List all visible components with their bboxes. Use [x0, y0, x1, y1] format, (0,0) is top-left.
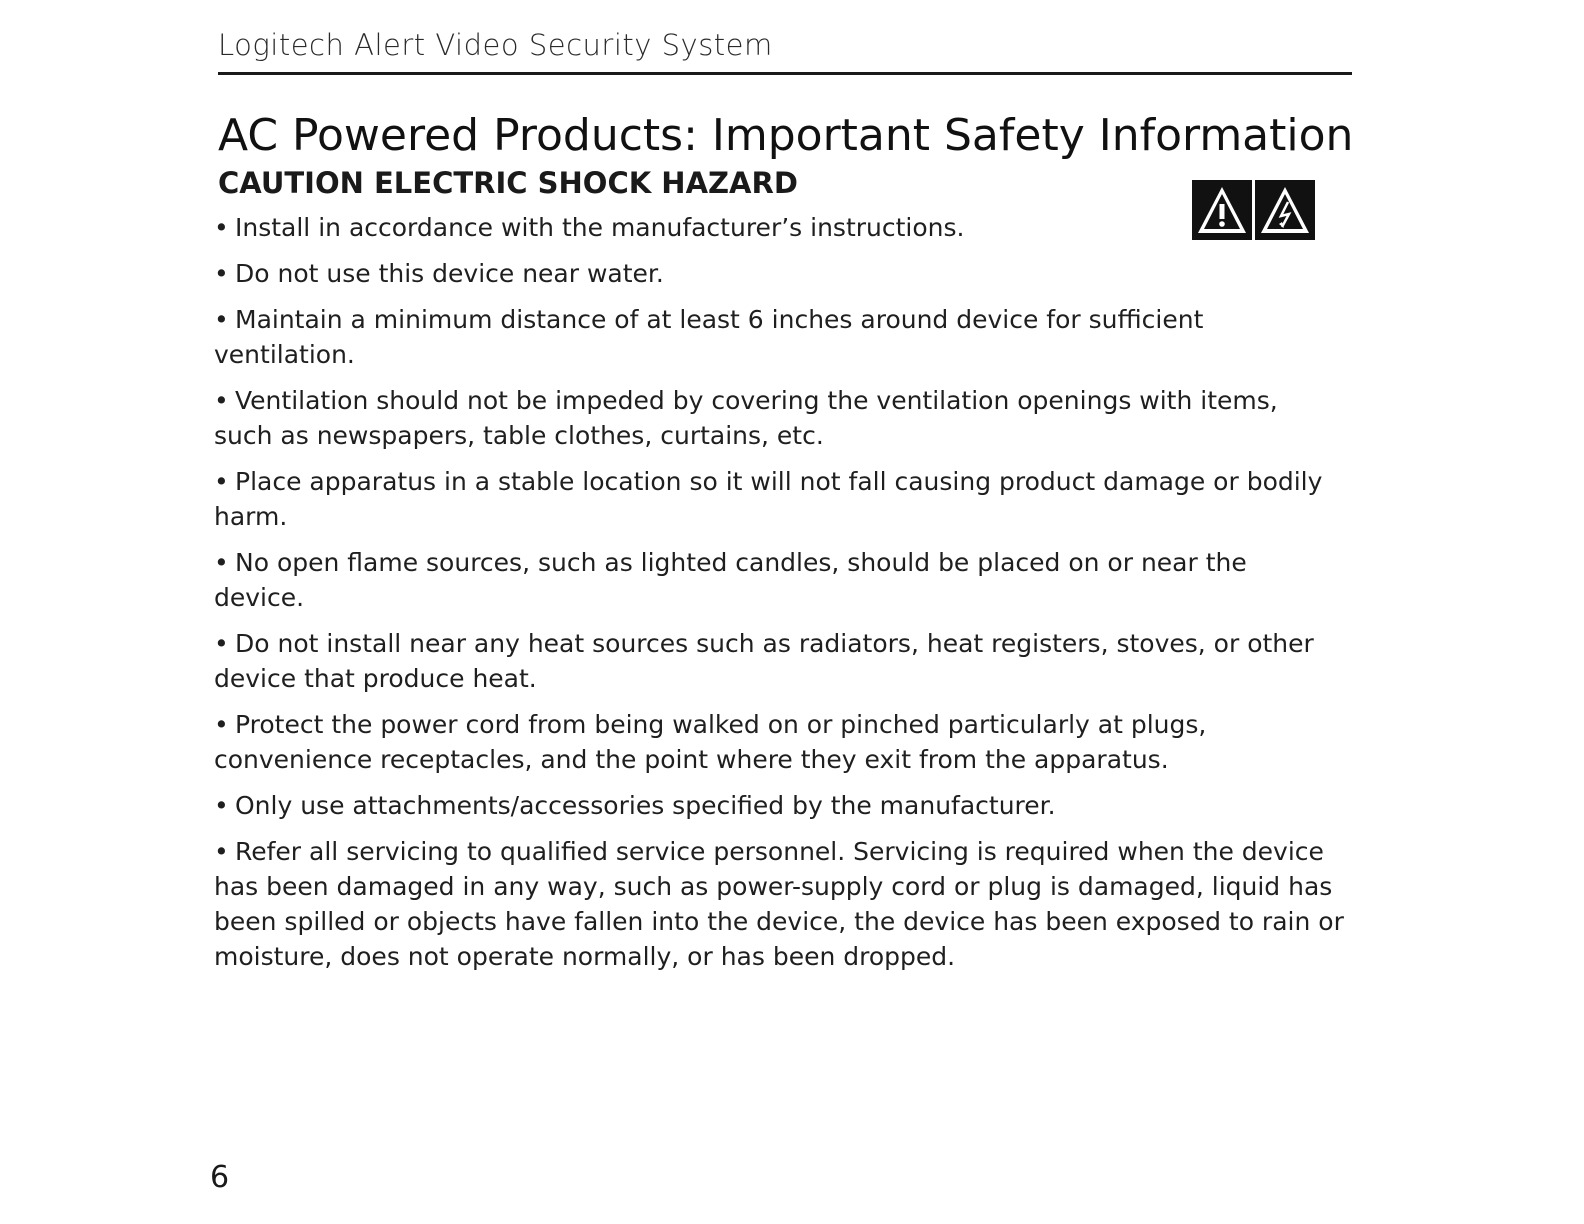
list-item-text: No open flame sources, such as lighted candles, should be placed on or near the device.: [214, 548, 1247, 612]
list-item: [214, 256, 1344, 291]
list-item-text: Maintain a minimum distance of at least 6 inches around device for sufficient ventilation.: [214, 305, 1204, 369]
list-item: [214, 788, 1344, 823]
list-item-text: Protect the power cord from being walked on or pinched particularly at plugs, convenience receptacles, and the point where they exit from the apparatus.: [214, 710, 1207, 774]
list-item: [214, 302, 1344, 372]
bullet-marker: •: [214, 259, 229, 288]
bullet-marker: •: [214, 791, 229, 820]
bullet-marker: •: [214, 837, 229, 866]
safety-instructions-list: [214, 210, 1344, 985]
list-item-text: Install in accordance with the manufacturer’s instructions.: [235, 213, 965, 242]
list-item-text: Only use attachments/accessories specified by the manufacturer.: [235, 791, 1056, 820]
list-item-text: Do not use this device near water.: [235, 259, 664, 288]
page-number: 6: [210, 1160, 230, 1195]
bullet-marker: •: [214, 629, 229, 658]
list-item-text: Ventilation should not be impeded by covering the ventilation openings with items, such as newspapers, table clothes, curtains, etc.: [214, 386, 1278, 450]
bullet-marker: •: [214, 548, 229, 577]
list-item: [214, 707, 1344, 777]
caution-heading: CAUTION ELECTRIC SHOCK HAZARD: [218, 166, 798, 200]
list-item-text: Refer all servicing to qualified service personnel. Servicing is required when the device has been damaged in any way, such as power-supply cord or plug is damaged, liquid has been spilled or objects have fallen into the device, the device has been exposed to rain or moisture, does not operate normally, or has been dropped.: [214, 837, 1344, 971]
list-item-text: Place apparatus in a stable location so it will not fall causing product damage or bodily harm.: [214, 467, 1323, 531]
bullet-marker: •: [214, 710, 229, 739]
bullet-marker: •: [214, 467, 229, 496]
list-item: [214, 545, 1344, 615]
page-title: AC Powered Products: Important Safety Information: [218, 110, 1354, 161]
header-rule: [218, 72, 1352, 75]
bullet-marker: •: [214, 305, 229, 334]
bullet-marker: •: [214, 213, 229, 242]
list-item: [214, 383, 1344, 453]
bullet-marker: •: [214, 386, 229, 415]
list-item: [214, 834, 1344, 974]
list-item: [214, 464, 1344, 534]
list-item: [214, 210, 1344, 245]
list-item: [214, 626, 1344, 696]
running-header: Logitech Alert Video Security System: [218, 28, 773, 62]
list-item-text: Do not install near any heat sources such as radiators, heat registers, stoves, or other device that produce heat.: [214, 629, 1314, 693]
